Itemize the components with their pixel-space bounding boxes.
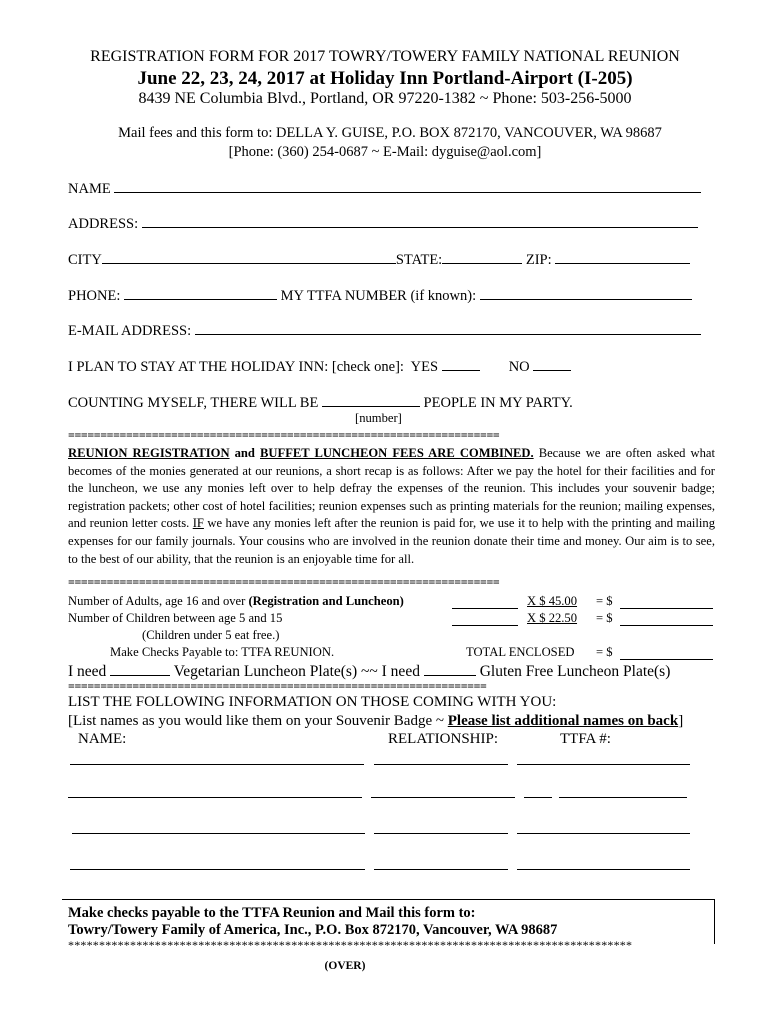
total-amount-field[interactable] — [620, 645, 713, 660]
col-name-header: NAME: — [78, 731, 127, 747]
total-equals: = $ — [596, 645, 613, 659]
col-ttfa-header: TTFA #: — [560, 731, 611, 747]
guest-ttfa-prefix-field-2[interactable] — [524, 797, 552, 798]
children-count-field[interactable] — [452, 611, 518, 626]
yes-label: YES — [410, 359, 439, 375]
children-amount-field[interactable] — [620, 611, 713, 626]
guest-ttfa-field-4[interactable] — [517, 869, 690, 870]
footer-payable: Make checks payable to the TTFA Reunion and Mail this form to: — [68, 905, 476, 921]
no-field[interactable] — [533, 356, 571, 371]
plates-row — [68, 661, 670, 681]
name-label: NAME — [68, 181, 111, 197]
divider: =================================================================== — [68, 575, 500, 589]
recap-text-1: Because we are often asked what becomes of the monies generated at our reunions, a short recap is as follows: After we pay the hotel for their facilities and for the luncheon, we use any monies left over to help defray the expenses of the reunion. This includes your souvenir badge; registration packets; other cost of hotel facilities; reunion expenses such as printing materials for the reunion; mailing expenses, and reunion letter costs. — [68, 446, 715, 531]
phone-field[interactable] — [124, 285, 277, 300]
under-5-note: (Children under 5 eat free.) — [142, 628, 280, 642]
party-count-field[interactable] — [322, 392, 420, 407]
no-label: NO — [508, 359, 530, 375]
zip-field[interactable] — [555, 249, 690, 264]
vegetarian-label: Vegetarian Luncheon Plate(s) ~~ I need — [173, 663, 420, 680]
children-equals: = $ — [596, 611, 613, 625]
total-label: TOTAL ENCLOSED — [466, 645, 575, 659]
city-field[interactable] — [102, 249, 396, 264]
phone-row — [68, 285, 692, 305]
guest-relationship-field-3[interactable] — [374, 833, 508, 834]
and-word: and — [229, 446, 260, 460]
event-dates: June 22, 23, 24, 2017 at Holiday Inn Portland-Airport (I-205) — [137, 68, 633, 89]
form-title: REGISTRATION FORM FOR 2017 TOWRY/TOWERY FAMILY NATIONAL REUNION — [90, 48, 680, 65]
divider: =================================================================== — [68, 428, 500, 442]
list-heading: LIST THE FOLLOWING INFORMATION ON THOSE COMING WITH YOU: — [68, 694, 557, 710]
additional-names-note: Please list additional names on back — [447, 713, 679, 729]
if-word: IF — [192, 516, 204, 531]
number-hint: [number] — [355, 411, 402, 425]
phone-label: PHONE: — [68, 288, 121, 304]
hotel-address: 8439 NE Columbia Blvd., Portland, OR 97220-1382 ~ Phone: 503-256-5000 — [138, 90, 632, 107]
over-note: (OVER) — [324, 960, 366, 972]
ttfa-number-field[interactable] — [480, 285, 692, 300]
ttfa-number-label: MY TTFA NUMBER (if known): — [280, 288, 477, 304]
children-label: Number of Children between age 5 and 15 — [68, 611, 283, 625]
guest-relationship-field-4[interactable] — [374, 869, 508, 870]
divider: ================================================================= — [68, 679, 487, 693]
guest-name-field-2[interactable] — [68, 797, 362, 798]
reg-heading: REUNION REGISTRATION — [68, 446, 230, 460]
email-label: E-MAIL ADDRESS: — [68, 323, 192, 339]
guest-ttfa-field-2[interactable] — [559, 797, 687, 798]
email-row — [68, 320, 701, 340]
counting-label: COUNTING MYSELF, THERE WILL BE — [68, 395, 319, 411]
recap-text-2: we have any monies left after the reunion is paid for, we use it to help with the printing and mailing expenses for our family journals. Your cousins who are involved in the reunion donate their time and money. Our aim is to see, to the best of our ability, that the reunion is an enjoyable time for all. — [68, 516, 715, 566]
gluten-free-label: Gluten Free Luncheon Plate(s) — [479, 663, 671, 680]
payable-note: Make Checks Payable to: TTFA REUNION. — [110, 645, 335, 659]
adults-count-field[interactable] — [452, 594, 518, 609]
address-field[interactable] — [142, 213, 698, 228]
state-field[interactable] — [442, 249, 522, 264]
adults-price: X $ 45.00 — [527, 594, 578, 608]
stay-question: I PLAN TO STAY AT THE HOLIDAY INN: [check one]: — [68, 359, 404, 375]
vegetarian-count-field[interactable] — [110, 661, 170, 676]
adults-label: Number of Adults, age 16 and over (Registration and Luncheon) — [68, 594, 404, 608]
address-label: ADDRESS: — [68, 216, 139, 232]
footer-mail-address: Towry/Towery Family of America, Inc., P.O. Box 872170, Vancouver, WA 98687 — [68, 922, 558, 938]
children-price: X $ 22.50 — [527, 611, 578, 625]
state-label: STATE: — [395, 252, 443, 268]
buffet-heading: BUFFET LUNCHEON FEES ARE COMBINED. — [260, 446, 534, 460]
star-divider: ******************************************************************************************* — [68, 938, 633, 952]
contact-info: [Phone: (360) 254-0687 ~ E-Mail: dyguise@aol.com] — [228, 144, 542, 160]
guest-name-field-3[interactable] — [72, 833, 365, 834]
name-row — [68, 178, 701, 198]
guest-relationship-field-2[interactable] — [371, 797, 515, 798]
mail-instructions: Mail fees and this form to: DELLA Y. GUISE, P.O. BOX 872170, VANCOUVER, WA 98687 — [118, 125, 662, 141]
city-label: CITY — [68, 252, 102, 268]
guest-relationship-field-1[interactable] — [374, 764, 508, 765]
zip-label: ZIP: — [525, 252, 552, 268]
stay-row — [68, 356, 571, 376]
guest-ttfa-field-3[interactable] — [517, 833, 690, 834]
address-row — [68, 213, 698, 233]
email-field[interactable] — [195, 320, 701, 335]
adults-amount-field[interactable] — [620, 594, 713, 609]
people-label: PEOPLE IN MY PARTY. — [423, 395, 573, 411]
party-row — [68, 392, 573, 412]
gluten-free-count-field[interactable] — [424, 661, 476, 676]
guest-ttfa-field-1[interactable] — [517, 764, 690, 765]
adults-equals: = $ — [596, 594, 613, 608]
list-instructions: [List names as you would like them on your Souvenir Badge ~ Please list additional names on back] — [68, 713, 684, 729]
i-need-label: I need — [68, 663, 107, 680]
recap-paragraph — [68, 445, 715, 568]
guest-name-field-4[interactable] — [70, 869, 365, 870]
yes-field[interactable] — [442, 356, 480, 371]
city-row — [68, 249, 690, 269]
name-field[interactable] — [114, 178, 701, 193]
guest-name-field-1[interactable] — [70, 764, 364, 765]
col-relationship-header: RELATIONSHIP: — [388, 731, 499, 747]
